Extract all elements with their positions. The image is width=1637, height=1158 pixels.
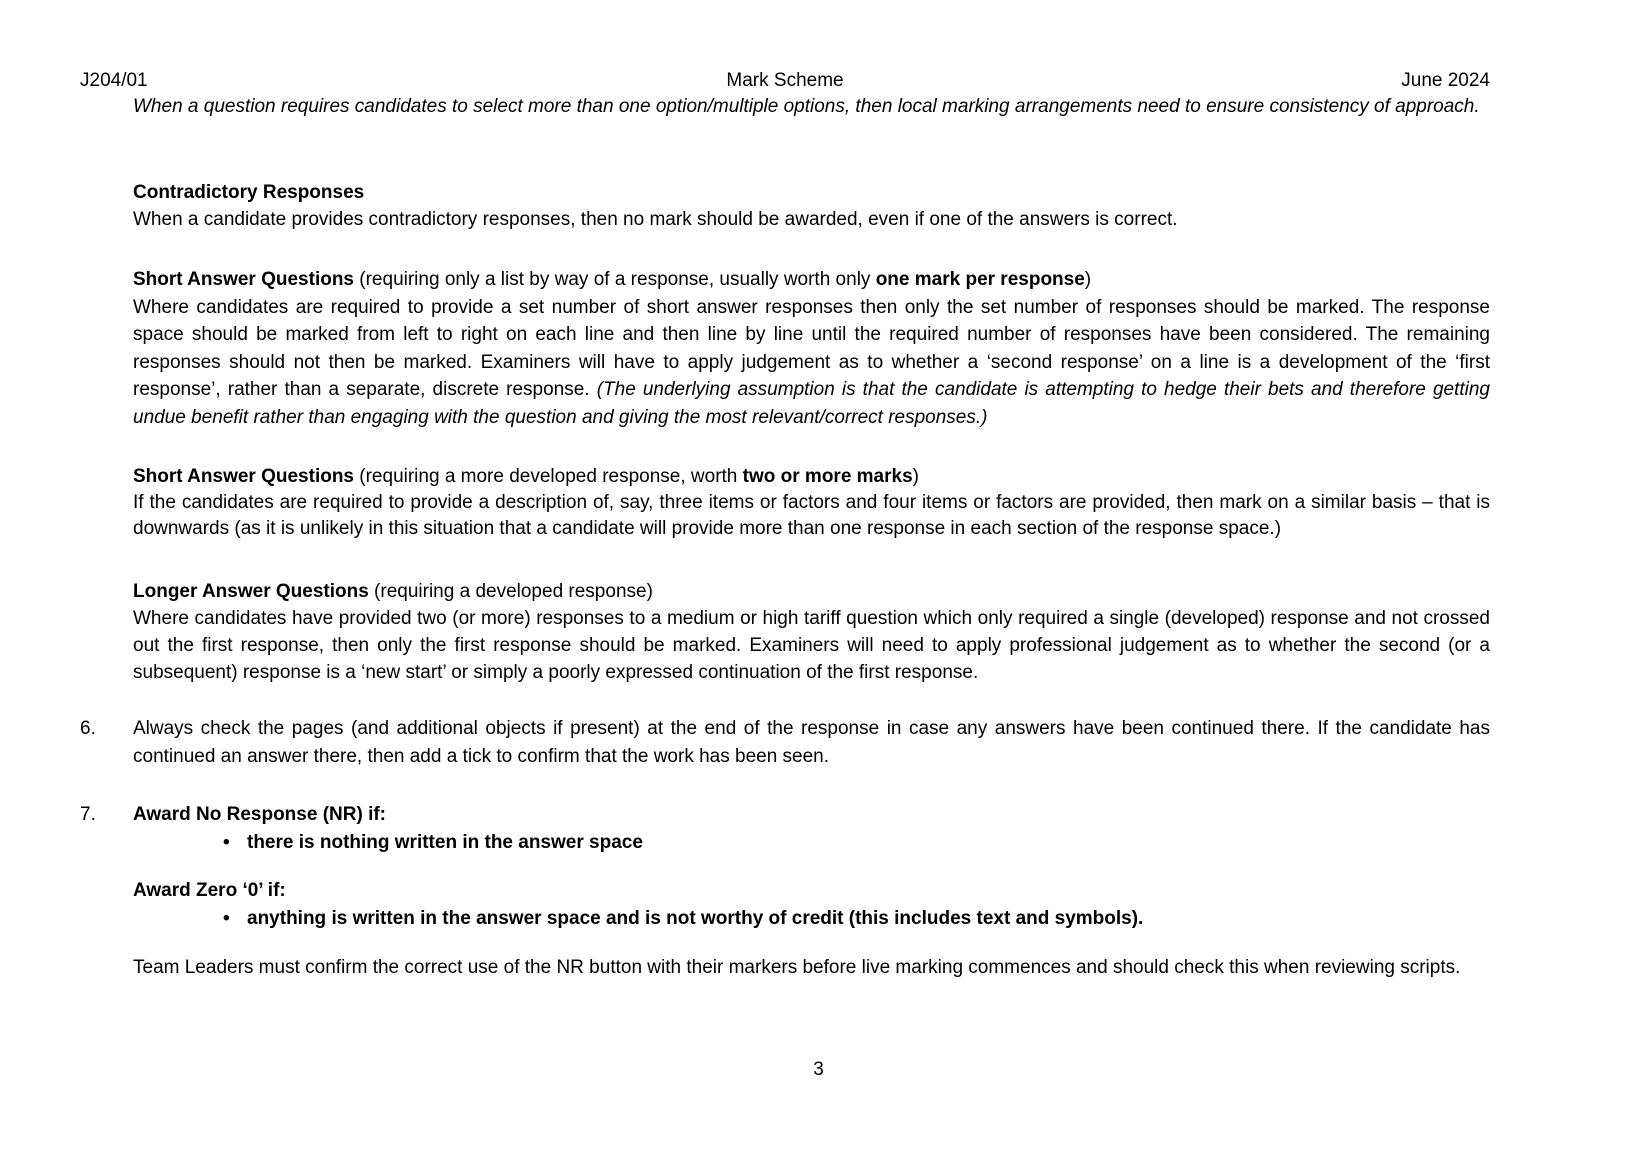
bullet-item-no-response [133,829,1490,857]
section-short-answer-list [133,266,1490,432]
body-longer-answer: Where candidates have provided two (or more) responses to a medium or high tariff question which only required a single (developed) response and not crossed out the first response, then only the first response should be marked. Examiners will need to apply professional judgement as to whether the second (or a subsequent) response is a ‘new start’ or simply a poorly expressed continuation of the first response. [133,608,1490,683]
bullet-item-award-zero [133,905,1490,933]
intro-note: When a question requires candidates to select more than one option/multiple options, then local marking arrangements need to ensure consistency of approach. [133,96,1480,117]
doc-code: J204/01 [80,70,148,91]
body-short-answer-developed: If the candidates are required to provide a description of, say, three items or factors and four items or factors are provided, then mark on a similar basis – that is downwards (as it is unlikely in this situation that a candidate will provide more than one response in each section of the response space.) [133,491,1490,539]
numbered-item-6 [80,715,1490,771]
item-7-number: 7. [80,804,96,825]
bullet-text-no-response: there is nothing written in the answer space [247,831,643,853]
doc-title: Mark Scheme [726,70,844,91]
numbered-item-7 [80,801,1490,856]
bullet-icon: • [223,831,230,853]
heading-short-answer-list: Short Answer Questions (requiring only a list by way of a response, usually worth only one mark per response) [133,269,1092,290]
page-number: 3 [813,1059,824,1080]
section-longer-answer [133,578,1490,686]
body-contradictory: When a candidate provides contradictory responses, then no mark should be awarded, even if one of the answers is correct. [133,209,1178,230]
team-leaders-note: Team Leaders must confirm the correct use of the NR button with their markers before live marking commences and should check this when reviewing scripts. [133,957,1461,978]
section-short-answer-developed [133,464,1490,541]
doc-date: June 2024 [1401,70,1490,91]
section-contradictory [133,179,1490,233]
bullet-text-award-zero: anything is written in the answer space and is not worthy of credit (this includes text and symbols). [247,907,1144,929]
page-header [80,68,1490,94]
heading-award-zero: Award Zero ‘0’ if: [133,880,286,901]
bullet-icon: • [223,907,230,929]
heading-contradictory: Contradictory Responses [133,182,365,203]
section-award-zero [133,877,1490,932]
heading-short-answer-developed: Short Answer Questions (requiring a more developed response, worth two or more marks) [133,466,919,487]
heading-longer-answer: Longer Answer Questions (requiring a developed response) [133,581,653,602]
item-6-number: 6. [80,718,96,739]
item-7-body [133,801,1490,856]
body-short-answer-list: Where candidates are required to provide a set number of short answer responses then only the set number of responses should be marked. The response space should be marked from left to right on each line and then line by line until the required number of responses have been considered. The remaining responses should not then be marked. Examiners will have to apply judgement as to whether a ‘second response’ on a line is a development of the ‘first response’, rather than a separate, discrete response. (The underlying assumption is that the candidate is attempting to hedge their bets and therefore getting undue benefit rather than engaging with the question and giving the most relevant/correct responses.) [133,296,1490,428]
item-6-body: Always check the pages (and additional objects if present) at the end of the response in case any answers have been continued there. If the candidate has continued an answer there, then add a tick to confirm that the work has been seen. [133,718,1490,767]
heading-award-no-response: Award No Response (NR) if: [133,804,387,825]
